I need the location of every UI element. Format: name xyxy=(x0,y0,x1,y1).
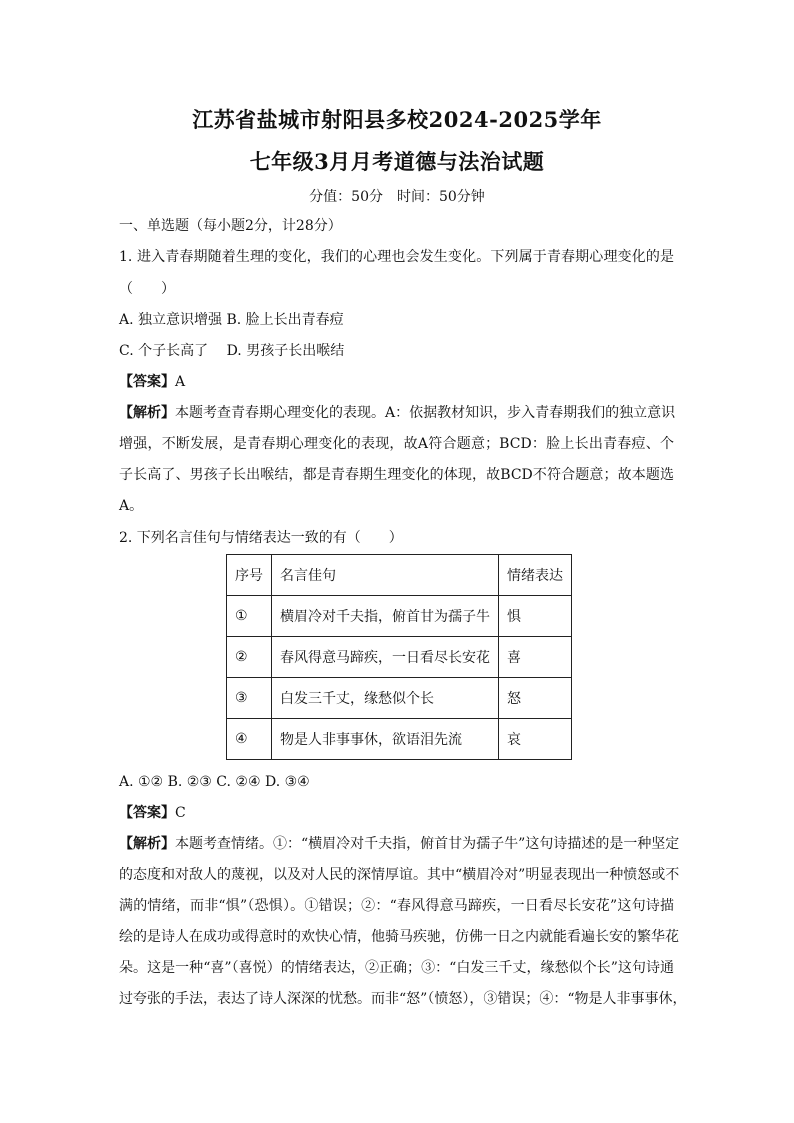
table-header-row xyxy=(227,555,572,596)
q2-analysis-line-1 xyxy=(119,834,680,854)
q2-answer xyxy=(119,803,186,823)
q1-analysis-tag: 【解析】 xyxy=(119,405,175,421)
table-cell: ① xyxy=(227,596,272,637)
q1-analysis-line-3: 子长高了、男孩子长出喉结，都是青春期生理变化的体现，故BCD不符合题意；故本题选 xyxy=(119,467,674,483)
q2-stem: 2. 下列名言佳句与情绪表达一致的有（ ） xyxy=(119,530,403,546)
table-cell: 惧 xyxy=(499,596,572,637)
q2-analysis-line-2: 的态度和对敌人的蔑视，以及对人民的深情厚谊。其中“横眉冷对”明显表现出一种愤怒或不 xyxy=(119,867,680,883)
q2-answer-tag: 【答案】 xyxy=(119,805,175,821)
table-header-cell: 情绪表达 xyxy=(499,555,572,596)
table-row xyxy=(227,719,572,760)
table-header-cell: 名言佳句 xyxy=(272,555,499,596)
q1-answer-value: A xyxy=(175,374,186,390)
q2-analysis-line-6: 过夸张的手法，表达了诗人深深的忧愁。而非“怒”（愤怒），③错误；④：“物是人非事事休， xyxy=(119,991,687,1007)
q2-analysis-text-1: 本题考查情绪。①：“横眉冷对千夫指，俯首甘为孺子牛”这句诗描述的是一种坚定 xyxy=(175,836,680,852)
table-row xyxy=(227,678,572,719)
table-header-cell: 序号 xyxy=(227,555,272,596)
q2-analysis-line-4: 绘的是诗人在成功或得意时的欢快心情，他骑马疾驰，仿佛一日之内就能看遍长安的繁华花 xyxy=(119,929,679,945)
q2-table xyxy=(226,554,572,760)
q1-answer xyxy=(119,372,185,392)
q1-stem-line-1: 1. 进入青春期随着生理的变化，我们的心理也会发生变化。下列属于青春期心理变化的是 xyxy=(119,249,674,265)
q1-analysis-line-1 xyxy=(119,403,674,423)
q1-analysis-line-4: A。 xyxy=(119,498,144,514)
q2-answer-value: C xyxy=(175,805,186,821)
q2-analysis-tag: 【解析】 xyxy=(119,836,175,852)
title-line-2: 七年级3月月考道德与法治试题 xyxy=(249,149,545,174)
q2-analysis-line-5: 朵。这是一种“喜”（喜悦）的情绪表达，②正确；③：“白发三千丈，缘愁似个长”这句诗通 xyxy=(119,960,674,976)
section-heading: 一、单选题（每小题2分，计28分） xyxy=(119,218,342,234)
table-row xyxy=(227,637,572,678)
table-cell: 横眉冷对千夫指，俯首甘为孺子牛 xyxy=(272,596,499,637)
table-row xyxy=(227,596,572,637)
q1-answer-tag: 【答案】 xyxy=(119,374,175,390)
table-cell: 物是人非事事休，欲语泪先流 xyxy=(272,719,499,760)
table-cell: 春风得意马蹄疾，一日看尽长安花 xyxy=(272,637,499,678)
table-cell: ④ xyxy=(227,719,272,760)
table-cell: 白发三千丈，缘愁似个长 xyxy=(272,678,499,719)
q1-analysis-line-2: 增强，不断发展，是青春期心理变化的表现，故A符合题意；BCD：脸上长出青春痘、个 xyxy=(119,436,674,452)
table-cell: ③ xyxy=(227,678,272,719)
q1-stem-line-2: （ ） xyxy=(119,281,175,297)
score-time-info: 分值：50分 时间：50分钟 xyxy=(309,189,485,205)
q2-analysis-line-3: 满的情绪，而非“惧”（恐惧）。①错误；②：“春风得意马蹄疾，一日看尽长安花”这句诗描 xyxy=(119,898,674,914)
table-cell: ② xyxy=(227,637,272,678)
table-cell: 哀 xyxy=(499,719,572,760)
q1-options-line-2: C. 个子长高了 D. 男孩子长出喉结 xyxy=(119,343,345,359)
q2-options: A. ①② B. ②③ C. ②④ D. ③④ xyxy=(119,774,310,790)
table-cell: 喜 xyxy=(499,637,572,678)
title-line-1: 江苏省盐城市射阳县多校2024-2025学年 xyxy=(192,107,602,132)
table-cell: 怒 xyxy=(499,678,572,719)
q1-options-line-1: A. 独立意识增强 B. 脸上长出青春痘 xyxy=(119,312,344,328)
q1-analysis-text-1: 本题考查青春期心理变化的表现。A：依据教材知识，步入青春期我们的独立意识 xyxy=(175,405,676,421)
